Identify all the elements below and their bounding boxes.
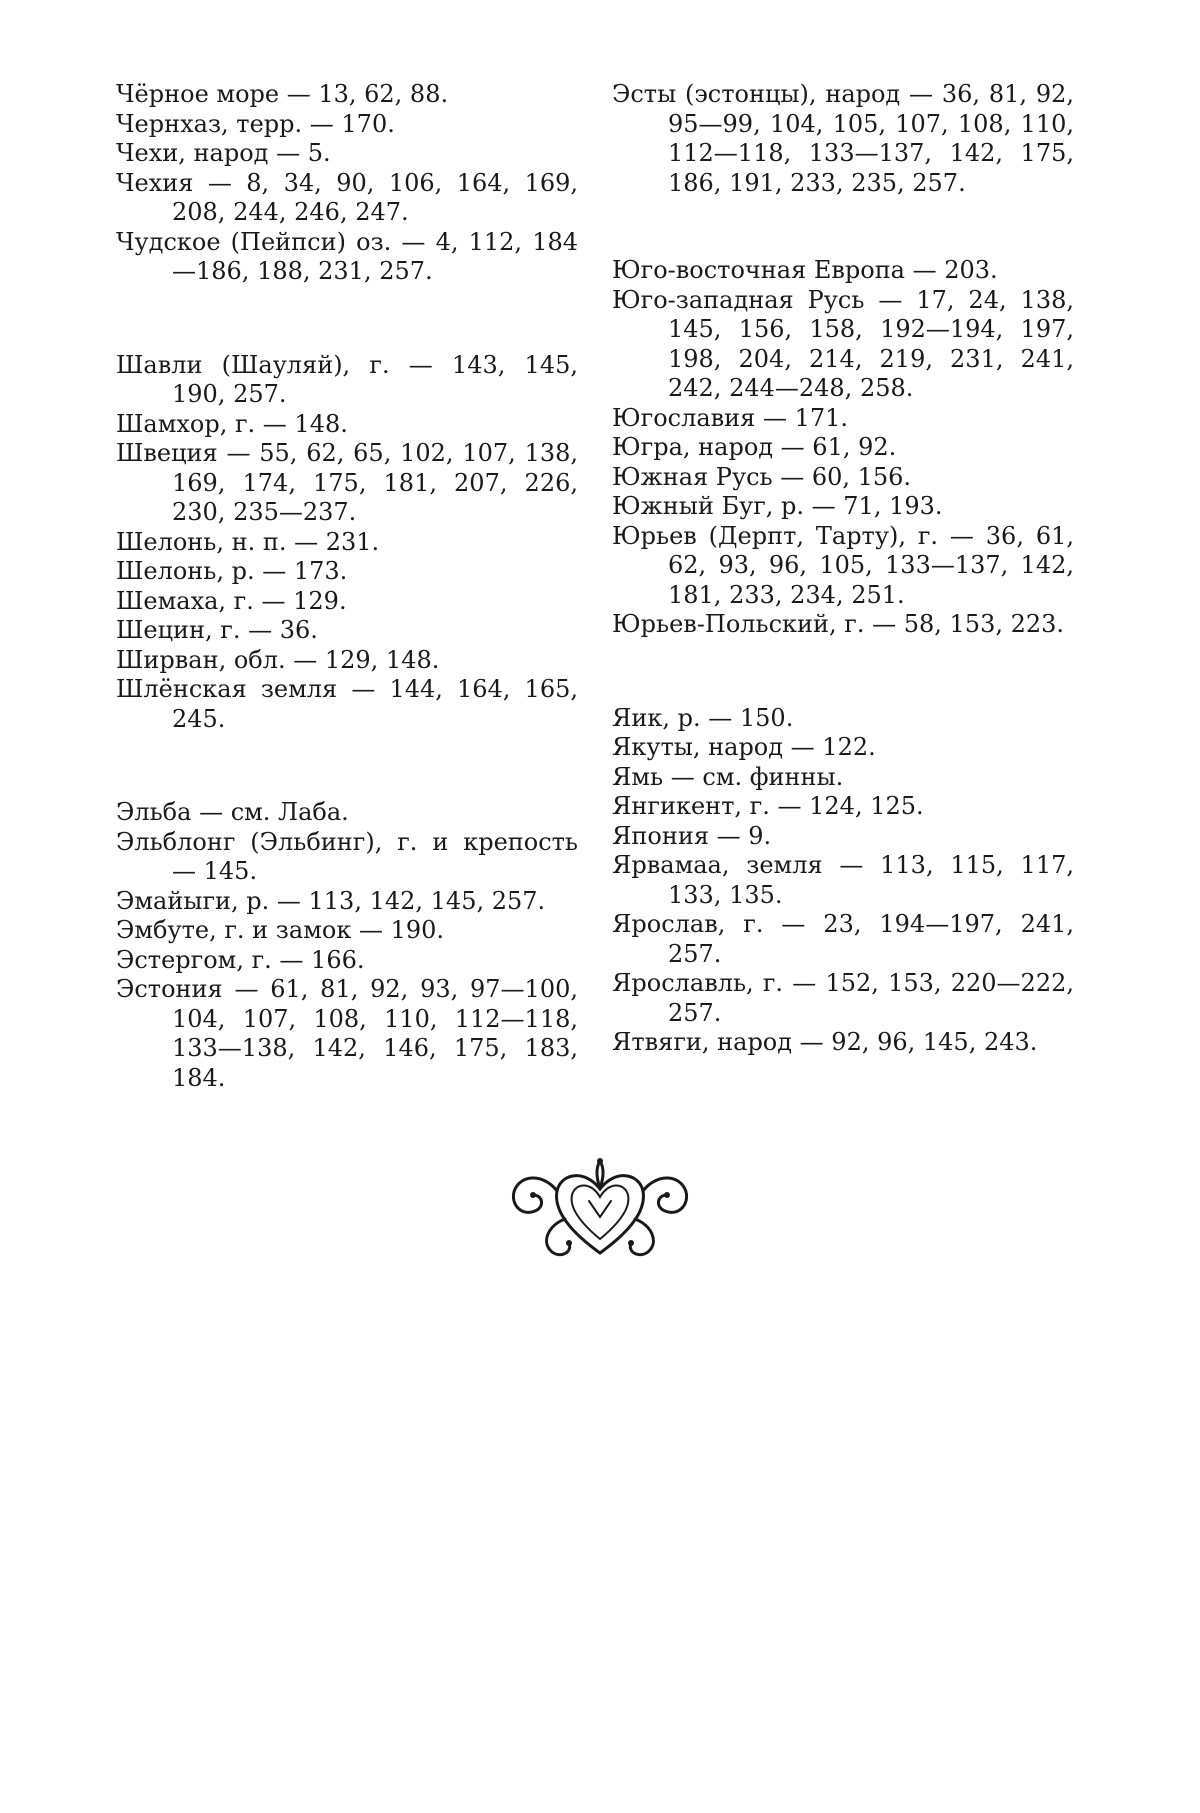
index-entry: Ярослав, г. — 23, 194—197, 241, 257. [612,910,1074,968]
index-entry: Швеция — 55, 62, 65, 102, 107, 138, 169, 174, 175, 181, 207, 226, 230, 235—237. [116,439,578,526]
index-entry: Юрьев (Дерпт, Тарту), г. — 36, 61, 62, 93, 96, 105, 133—137, 142, 181, 233, 234, 251. [612,521,1074,609]
index-group-e [116,798,578,1093]
group-gap [116,287,578,351]
index-entry: Эстония — 61, 81, 92, 93, 97—100, 104, 107, 108, 110, 112—118, 133—138, 142, 146, 175, 183, 184. [116,975,578,1092]
index-entry: Чернхаз, терр. — 170. [116,109,395,138]
index-entry: Янгикент, г. — 124, 125. [612,792,924,820]
index-entry: Эсты (эстонцы), народ — 36, 81, 92, 95—99, 104, 105, 107, 108, 110, 112—118, 133—137, 142, 175, 186, 191, 233, 235, 257. [612,80,1074,197]
index-entry: Юго-восточная Европа — 203. [612,256,998,284]
index-entry: Эльба — см. Лаба. [116,798,349,826]
group-gap [612,640,1074,704]
index-entry: Эмбуте, г. и замок — 190. [116,916,445,944]
index-group-che [116,80,578,287]
index-entry: Шецин, г. — 36. [116,616,318,644]
index-entry: Эмайыги, р. — 113, 142, 145, 257. [116,886,546,915]
index-entry: Эстергом, г. — 166. [116,945,365,974]
index-entry: Югра, народ — 61, 92. [612,433,897,461]
index-entry: Чехия — 8, 34, 90, 106, 164, 169, 208, 244, 246, 247. [116,168,578,226]
index-entry: Ярвамаа, земля — 113, 115, 117, 133, 135. [612,851,1074,909]
index-entry: Шавли (Шауляй), г. — 143, 145, 190, 257. [116,350,578,408]
index-group-yu [612,256,1074,640]
heart-vignette-icon [505,1155,695,1263]
index-entry: Ярославль, г. — 152, 153, 220—222, 257. [612,969,1074,1027]
index-entry: Шемаха, г. — 129. [116,586,347,615]
index-entry: Шелонь, р. — 173. [116,557,348,585]
index-entry: Чехи, народ — 5. [116,139,331,167]
group-gap [116,734,578,798]
index-column-left [116,80,578,1093]
index-group-sha [116,351,578,735]
index-entry: Юрьев-Польский, г. — 58, 153, 223. [612,610,1065,638]
index-entry: Югославия — 171. [612,403,849,432]
index-entry: Япония — 9. [612,821,772,850]
index-column-right [612,80,1074,1058]
index-entry: Шелонь, н. п. — 231. [116,527,380,556]
index-entry: Яик, р. — 150. [612,703,794,732]
index-entry: Юго-западная Русь — 17, 24, 138, 145, 156, 158, 192—194, 197, 198, 204, 214, 219, 231, 241, 242, 244—248, 258. [612,285,1074,402]
index-entry: Шлёнская земля — 144, 164, 165, 245. [116,675,578,733]
index-entry: Ямь — см. финны. [612,762,844,791]
group-gap [612,198,1074,256]
index-entry: Чёрное море — 13, 62, 88. [116,80,449,108]
index-entry: Якуты, народ — 122. [612,733,876,761]
index-entry: Шамхор, г. — 148. [116,409,348,438]
index-entry: Южный Буг, р. — 71, 193. [612,492,943,520]
index-entry: Ятвяги, народ — 92, 96, 145, 243. [612,1028,1038,1056]
index-group-ya [612,704,1074,1058]
index-entry: Южная Русь — 60, 156. [612,462,912,491]
index-group-e-continued [612,80,1074,198]
index-entry: Ширван, обл. — 129, 148. [116,645,440,674]
index-entry: Эльблонг (Эльбинг), г. и крепость — 145. [116,827,578,885]
index-entry: Чудское (Пейпси) оз. — 4, 112, 184—186, 188, 231, 257. [116,227,578,285]
